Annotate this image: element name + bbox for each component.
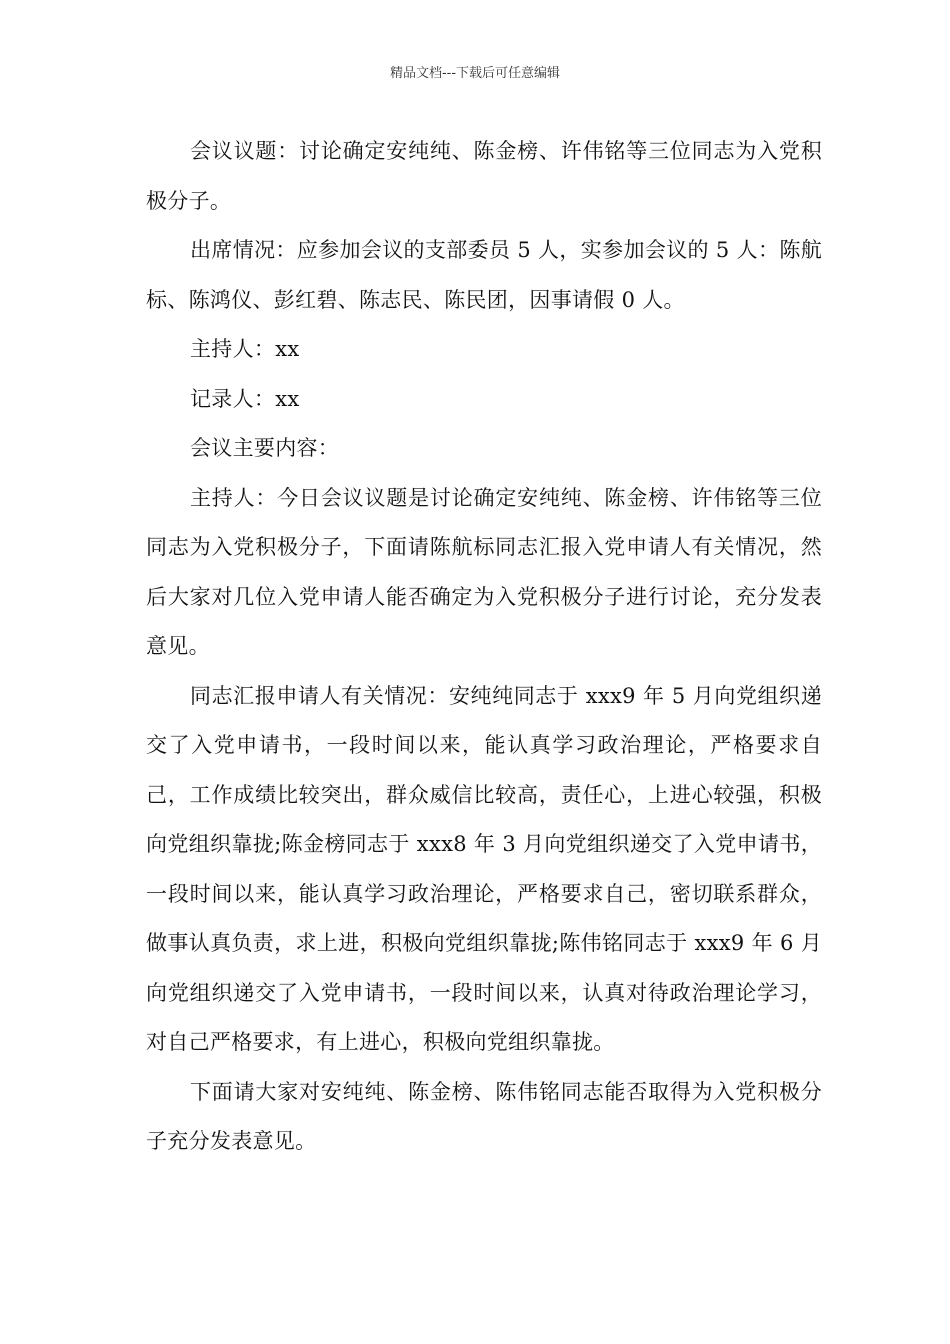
paragraph-report: 同志汇报申请人有关情况：安纯纯同志于 xxx9 年 5 月向党组织递交了入党申请书，一段时间以来，能认真学习政治理论，严格要求自己，工作成绩比较突出，群众威信比较高，责任心，上进心较强，积极向党组织靠拢;陈金榜同志于 xxx8 年 3 月向党组织递交了入党申请书，一段时间以来，能认真学习政治理论，严格要求自己，密切联系群众，做事认真负责，求上进，积极向党组织靠拢;陈伟铭同志于 xxx9 年 6 月向党组织递交了入党申请书，一段时间以来，认真对待政治理论学习，对自己严格要求，有上进心，积极向党组织靠拢。: [146, 683, 822, 1054]
page-header: 精品文档---下载后可任意编辑: [389, 66, 561, 81]
paragraph-host-statement: 主持人：今日会议议题是讨论确定安纯纯、陈金榜、许伟铭等三位同志为入党积极分子，下面请陈航标同志汇报入党申请人有关情况，然后大家对几位入党申请人能否确定为入党积极分子进行讨论，充分发表意见。: [146, 485, 822, 658]
paragraph-main-content-heading: 会议主要内容：: [190, 436, 340, 460]
paragraph-recorder: 记录人：xx: [190, 386, 300, 411]
document-body: [146, 127, 822, 1167]
paragraph-host: 主持人：xx: [190, 337, 300, 361]
paragraph-agenda: 会议议题：讨论确定安纯纯、陈金榜、许伟铭等三位同志为入党积极分子。: [146, 139, 822, 213]
paragraph-attendance: 出席情况：应参加会议的支部委员 5 人，实参加会议的 5 人：陈航标、陈鸿仪、彭红碧、陈志民、陈民团，因事请假 0 人。: [146, 238, 822, 312]
paragraph-discussion: 下面请大家对安纯纯、陈金榜、陈伟铭同志能否取得为入党积极分子充分发表意见。: [146, 1079, 822, 1153]
